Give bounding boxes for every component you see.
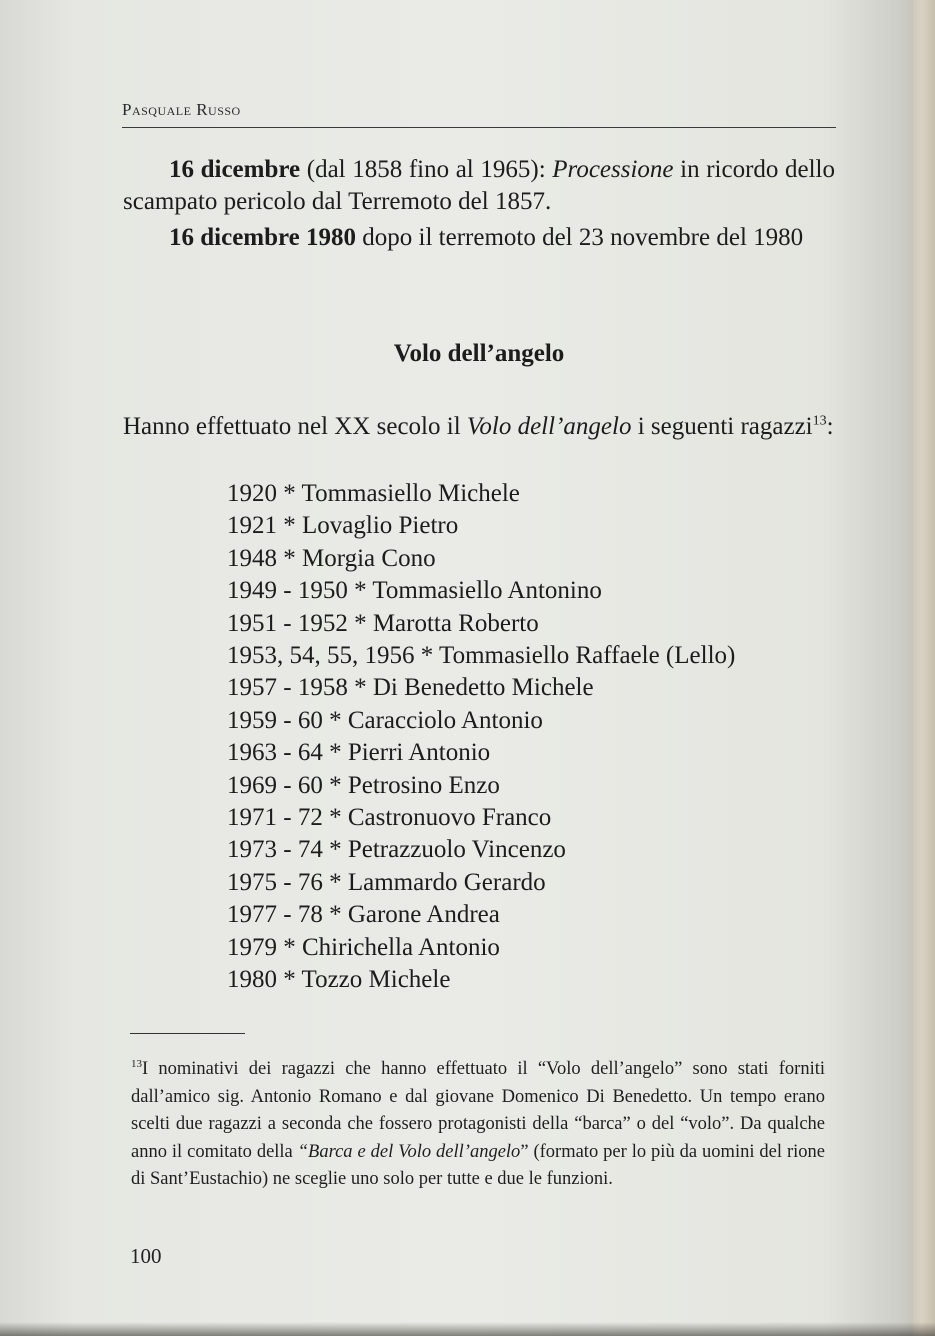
paragraph-procession bbox=[123, 154, 835, 218]
list-item: 1959 - 60 * Caracciolo Antonio bbox=[227, 706, 543, 734]
footnote bbox=[131, 1056, 825, 1194]
list-item: 1975 - 76 * Lammardo Gerardo bbox=[227, 868, 546, 896]
date-label: 16 dicembre bbox=[169, 156, 301, 183]
footnote-number: 13 bbox=[131, 1057, 142, 1070]
list-item: 1980 * Tozzo Michele bbox=[227, 966, 451, 994]
list-item: 1969 - 60 * Petrosino Enzo bbox=[227, 771, 500, 799]
running-head bbox=[122, 100, 241, 120]
page-number: 100 bbox=[130, 1244, 162, 1268]
header-rule bbox=[122, 127, 836, 128]
intro-text: i seguenti ragazzi bbox=[631, 413, 813, 440]
page-bottom-shadow bbox=[0, 1322, 935, 1336]
paragraph-earthquake bbox=[123, 222, 835, 254]
footnote-text: I nominativi dei ragazzi che hanno effettuato il “Volo dell’angelo” sono stati forniti dall’amico sig. Antonio Romano e dal giovane Domenico Di Benedetto. Un tempo erano scelti due ragazzi a seconda che fossero protagonisti della “barca” o del “volo”. Da qualche anno il comitato della bbox=[131, 1059, 825, 1162]
participants-list bbox=[227, 478, 735, 997]
event-name: Processione bbox=[552, 156, 674, 183]
list-item: 1971 - 72 * Castronuovo Franco bbox=[227, 804, 552, 832]
list-item: 1948 * Morgia Cono bbox=[227, 544, 436, 572]
list-item: 1963 - 64 * Pierri Antonio bbox=[227, 739, 491, 767]
list-item: 1920 * Tommasiello Michele bbox=[227, 480, 520, 507]
list-item: 1979 * Chirichella Antonio bbox=[227, 933, 500, 961]
intro-italic: Volo dell’angelo bbox=[466, 413, 632, 440]
footnote-italic: “Barca e del Volo dell’angelo bbox=[297, 1141, 521, 1162]
running-head-text: Pasquale Russo bbox=[122, 100, 241, 119]
footnote-rule bbox=[130, 1033, 245, 1034]
paragraph-text: in ricordo dello scampato pericolo dal Terremoto del 1857. bbox=[123, 156, 835, 215]
intro-paragraph bbox=[123, 411, 835, 443]
paragraph-text: dopo il terremoto del 23 novembre del 1980 bbox=[356, 224, 804, 251]
list-item: 1949 - 1950 * Tommasiello Antonino bbox=[227, 577, 602, 605]
intro-text: Hanno effettuato nel XX secolo il bbox=[123, 413, 467, 440]
date-label: 16 dicembre 1980 bbox=[169, 224, 357, 251]
paragraph-text: (dal 1858 fino al 1965): bbox=[300, 156, 553, 183]
list-item: 1921 * Lovaglio Pietro bbox=[227, 512, 459, 540]
footnote-reference: 13 bbox=[812, 413, 827, 429]
intro-text: : bbox=[826, 413, 834, 440]
list-item: 1951 - 1952 * Marotta Roberto bbox=[227, 609, 539, 637]
footnote-text: ” (formato per lo più da uomini del rione di Sant’Eustachio) ne sceglie uno solo per tutte e due le funzioni. bbox=[131, 1141, 825, 1189]
list-item: 1973 - 74 * Petrazzuolo Vincenzo bbox=[227, 836, 566, 864]
list-item: 1957 - 1958 * Di Benedetto Michele bbox=[227, 674, 594, 702]
section-title: Volo dell’angelo bbox=[393, 340, 565, 367]
list-item: 1977 - 78 * Garone Andrea bbox=[227, 901, 500, 929]
list-item: 1953, 54, 55, 1956 * Tommasiello Raffaele (Lello) bbox=[227, 642, 736, 670]
page-edge bbox=[913, 0, 935, 1336]
